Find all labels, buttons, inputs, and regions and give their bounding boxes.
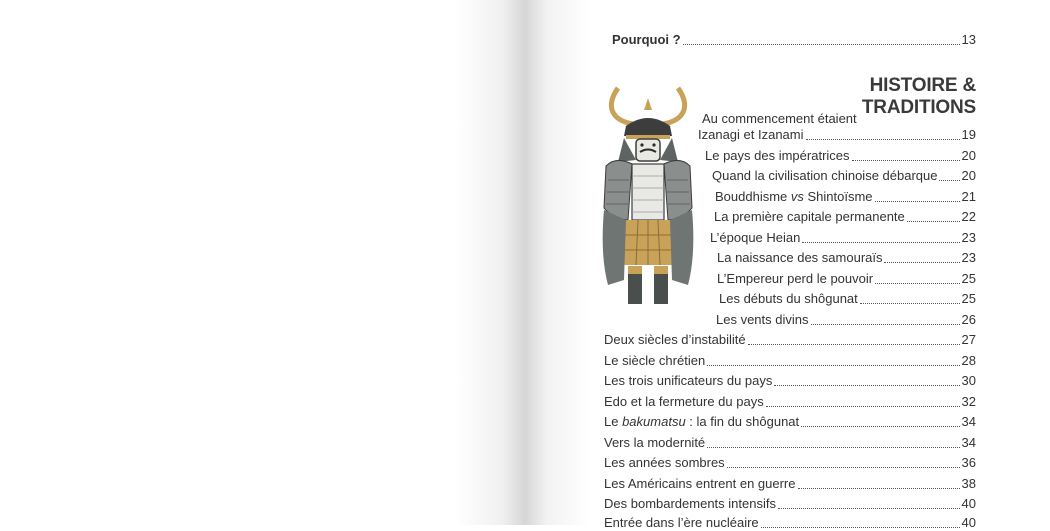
dot-leader	[707, 447, 959, 448]
toc-entry[interactable]	[604, 515, 976, 531]
dot-leader	[802, 242, 959, 243]
toc-entry-title: Les trois unificateurs du pays	[604, 373, 773, 388]
toc-entry-title: Vers la modernité	[604, 435, 706, 450]
toc-entry-page: 38	[961, 476, 976, 491]
toc-entry[interactable]	[717, 271, 976, 287]
toc-entry-page: 36	[961, 455, 976, 470]
toc-entry[interactable]	[715, 189, 976, 205]
toc-entry-page: 34	[961, 414, 976, 429]
toc-entry-title: Entrée dans l’ère nucléaire	[604, 515, 759, 530]
toc-entry[interactable]	[712, 168, 976, 184]
toc-entry-page: 25	[961, 271, 976, 286]
dot-leader	[907, 221, 960, 222]
toc-entry-title: Les Américains entrent en guerre	[604, 476, 796, 491]
section-title: HISTOIRE & TRADITIONS	[861, 75, 976, 118]
toc-entry-page: 34	[961, 435, 976, 450]
toc-entry-page: 22	[961, 209, 976, 224]
toc-entry-title: Des bombardements intensifs	[604, 496, 776, 511]
toc-entry[interactable]	[604, 373, 976, 389]
dot-leader	[811, 324, 960, 325]
toc-entry-page: 25	[961, 291, 976, 306]
dot-leader	[761, 527, 960, 528]
dot-leader	[860, 303, 960, 304]
toc-entry-page: 30	[961, 373, 976, 388]
toc-entry-page: 26	[961, 312, 976, 327]
toc-entry[interactable]	[604, 414, 976, 430]
toc-entry-title: Les vents divins	[716, 312, 809, 327]
toc-entry-title: La naissance des samouraïs	[717, 250, 883, 265]
dot-leader	[875, 283, 959, 284]
toc-entry-title-post: : la fin du shôgunat	[685, 414, 800, 429]
toc-entry-title: L’Empereur perd le pouvoir	[717, 271, 874, 286]
toc-entry-page: 40	[961, 515, 976, 530]
toc-entry-pourquoi[interactable]	[612, 32, 976, 48]
toc-entry-title-line1: Au commencement étaient	[702, 111, 857, 126]
left-page	[0, 0, 525, 525]
toc-entry[interactable]	[604, 496, 976, 512]
toc-entry-title-pre: Le	[604, 414, 623, 429]
toc-entry-page: 20	[961, 168, 976, 183]
dot-leader	[774, 385, 959, 386]
toc-entry-title: La première capitale permanente	[714, 209, 905, 224]
toc-entry[interactable]	[719, 291, 976, 307]
toc-entry-title: Edo et la fermeture du pays	[604, 394, 764, 409]
toc-entry[interactable]	[604, 332, 976, 348]
toc-entry-page: 20	[961, 148, 976, 163]
toc-entry-title: Quand la civilisation chinoise débarque	[712, 168, 938, 183]
dot-leader	[801, 426, 959, 427]
toc-entry-title-pre: Bouddhisme	[715, 189, 791, 204]
toc-entry-title-post: Shintoïsme	[803, 189, 873, 204]
toc-entry-title: Les années sombres	[604, 455, 725, 470]
toc-entry[interactable]	[604, 394, 976, 410]
dot-leader	[683, 44, 960, 45]
toc-entry-page: 21	[961, 189, 976, 204]
toc-entry[interactable]	[698, 127, 976, 143]
toc-entry-page: 32	[961, 394, 976, 409]
toc-entry[interactable]	[604, 476, 976, 492]
dot-leader	[778, 508, 960, 509]
toc-entry-page: 28	[961, 353, 976, 368]
dot-leader	[748, 344, 960, 345]
dot-leader	[806, 139, 960, 140]
toc-entry-title: Deux siècles d’instabilité	[604, 332, 746, 347]
toc-entry-title-em: vs	[790, 189, 804, 204]
toc-entry-page: 23	[961, 250, 976, 265]
dot-leader	[798, 488, 960, 489]
dot-leader	[707, 365, 959, 366]
samurai-armor-icon	[598, 80, 698, 310]
dot-leader	[852, 160, 960, 161]
toc-entry-page: 13	[961, 32, 976, 47]
toc-entry-title-em: bakumatsu	[622, 414, 686, 429]
toc-entry-title: Pourquoi ?	[612, 32, 681, 47]
toc-entry-page: 23	[961, 230, 976, 245]
toc-entry[interactable]	[604, 353, 976, 369]
dot-leader	[884, 262, 959, 263]
toc-entry-title: Le siècle chrétien	[604, 353, 706, 368]
toc-entry[interactable]	[717, 250, 976, 266]
toc-entry-page: 19	[961, 127, 976, 142]
dot-leader	[766, 406, 960, 407]
toc-entry-title: L’époque Heian	[710, 230, 801, 245]
toc-entry[interactable]	[604, 435, 976, 451]
toc-entry-page: 27	[961, 332, 976, 347]
toc-entry[interactable]	[705, 148, 976, 164]
toc-entry-title: Le pays des impératrices	[705, 148, 850, 163]
toc-entry[interactable]	[716, 312, 976, 328]
toc-entry[interactable]	[714, 209, 976, 225]
dot-leader	[939, 180, 959, 181]
dot-leader	[727, 467, 960, 468]
toc-entry-title: Les débuts du shôgunat	[719, 291, 858, 306]
toc-entry-page: 40	[961, 496, 976, 511]
toc-entry[interactable]	[710, 230, 976, 246]
dot-leader	[875, 201, 960, 202]
toc-entry-title: Izanagi et Izanami	[698, 127, 804, 142]
toc-entry[interactable]	[604, 455, 976, 471]
